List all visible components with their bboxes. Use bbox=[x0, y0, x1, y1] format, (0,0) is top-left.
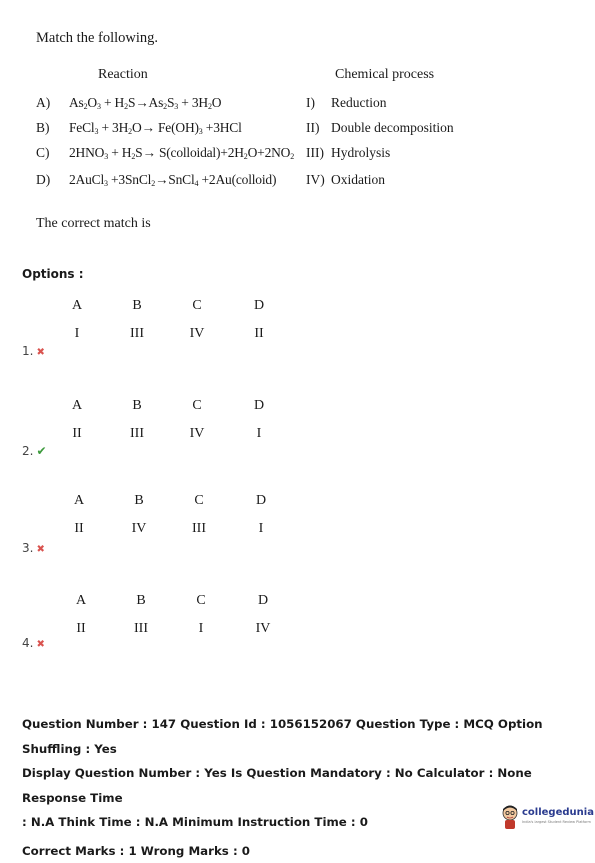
process-name: Hydrolysis bbox=[331, 145, 390, 161]
option-2[interactable] bbox=[0, 398, 595, 468]
check-icon: ✔ bbox=[36, 444, 46, 458]
process-name: Reduction bbox=[331, 95, 387, 111]
option-number: 4. ✖ bbox=[22, 636, 45, 650]
option-value: III bbox=[126, 621, 156, 637]
reaction-equation-a: $As_2O_3 + H_2S\to As_2S_3 + 3H_2O$ bbox=[69, 95, 221, 111]
option-number: 2. ✔ bbox=[22, 444, 47, 458]
marks-line: Correct Marks : 1 Wrong Marks : 0 bbox=[22, 839, 582, 863]
option-header: B bbox=[124, 493, 154, 509]
option-header: D bbox=[244, 398, 274, 414]
option-value: I bbox=[244, 426, 274, 442]
question-intro: Match the following. bbox=[36, 30, 158, 47]
mascot-icon bbox=[500, 804, 520, 830]
option-value: IV bbox=[248, 621, 278, 637]
option-value: II bbox=[62, 426, 92, 442]
options-label: Options : bbox=[22, 267, 84, 281]
option-1[interactable] bbox=[0, 298, 595, 368]
option-number: 3. ✖ bbox=[22, 541, 45, 555]
question-metadata bbox=[22, 712, 582, 863]
row-letter: B) bbox=[36, 120, 50, 136]
row-letter: C) bbox=[36, 145, 50, 161]
column-header-process: Chemical process bbox=[335, 67, 434, 83]
process-number: I) bbox=[306, 95, 328, 111]
option-value: I bbox=[186, 621, 216, 637]
reaction-equation-b: FeCl$_3$ + $3H_2O\to Fe(OH)_3 +3HCl$ bbox=[69, 120, 242, 136]
cross-icon: ✖ bbox=[36, 544, 44, 555]
match-row-d bbox=[36, 172, 556, 194]
option-header: C bbox=[182, 398, 212, 414]
process-number: III) bbox=[306, 145, 328, 161]
option-value: III bbox=[184, 521, 214, 537]
process-name: Double decomposition bbox=[331, 120, 454, 136]
reaction-equation-c: $2HNO_3 + H_2S\to$ $S(colloidal)+2H_2O+2NO_2$ bbox=[69, 145, 294, 161]
question-prompt: The correct match is bbox=[36, 216, 151, 232]
option-header: A bbox=[64, 493, 94, 509]
process-number: IV) bbox=[306, 172, 328, 188]
option-header: B bbox=[122, 298, 152, 314]
option-value: II bbox=[66, 621, 96, 637]
option-value: I bbox=[62, 326, 92, 342]
option-value: II bbox=[244, 326, 274, 342]
process-name: Oxidation bbox=[331, 172, 385, 188]
metadata-line: Question Number : 147 Question Id : 1056152067 Question Type : MCQ Option Shuffling : Yes bbox=[22, 712, 582, 761]
cross-icon: ✖ bbox=[36, 639, 44, 650]
match-row-b bbox=[36, 120, 556, 142]
option-header: C bbox=[186, 593, 216, 609]
process-number: II) bbox=[306, 120, 328, 136]
option-header: A bbox=[62, 398, 92, 414]
option-header: D bbox=[244, 298, 274, 314]
option-header: B bbox=[122, 398, 152, 414]
option-header: C bbox=[184, 493, 214, 509]
metadata-line: : N.A Think Time : N.A Minimum Instruction Time : 0 bbox=[22, 810, 582, 835]
option-header: A bbox=[66, 593, 96, 609]
reaction-equation-d: 2AuCl$_3$ +3SnCl$_2$→SnCl$_4$ +2Au(colloid) bbox=[69, 172, 276, 188]
option-value: I bbox=[246, 521, 276, 537]
match-row-c bbox=[36, 145, 556, 167]
row-letter: D) bbox=[36, 172, 50, 188]
option-value: IV bbox=[182, 326, 212, 342]
option-value: III bbox=[122, 326, 152, 342]
cross-icon: ✖ bbox=[36, 347, 44, 358]
column-header-reaction: Reaction bbox=[98, 67, 148, 83]
option-header: D bbox=[248, 593, 278, 609]
option-number: 1. ✖ bbox=[22, 344, 45, 358]
option-3[interactable] bbox=[0, 493, 595, 563]
option-4[interactable] bbox=[0, 593, 595, 663]
option-value: III bbox=[122, 426, 152, 442]
match-row-a bbox=[36, 95, 556, 117]
option-value: IV bbox=[124, 521, 154, 537]
collegedunia-logo: collegedunia India's largest Student Review Platform bbox=[500, 804, 590, 832]
option-value: II bbox=[64, 521, 94, 537]
row-letter: A) bbox=[36, 95, 50, 111]
option-header: B bbox=[126, 593, 156, 609]
option-header: C bbox=[182, 298, 212, 314]
option-header: D bbox=[246, 493, 276, 509]
option-value: IV bbox=[182, 426, 212, 442]
option-header: A bbox=[62, 298, 92, 314]
metadata-line: Display Question Number : Yes Is Question Mandatory : No Calculator : None Response Time bbox=[22, 761, 582, 810]
